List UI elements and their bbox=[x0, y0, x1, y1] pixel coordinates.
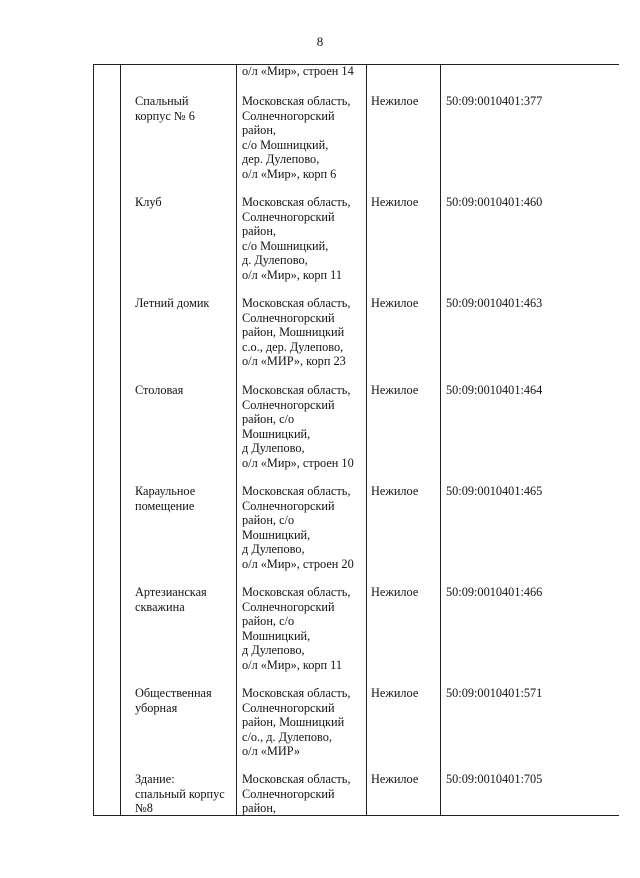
column-divider bbox=[236, 64, 237, 816]
row-address: Московская область, Солнечногорский район, с/о Мошницкий, д Дулепово, о/л «Мир», строен 10 bbox=[242, 383, 354, 470]
row-name: Здание: спальный корпус №8 bbox=[135, 772, 225, 816]
row-name: Артезианская скважина bbox=[135, 585, 207, 614]
row-type: Нежилое bbox=[371, 585, 419, 599]
row-address: Московская область, Солнечногорский район, Мошницкий с/о., д. Дулепово, о/л «МИР» bbox=[242, 686, 351, 759]
row-type: Нежилое bbox=[371, 772, 419, 786]
row-cadastral: 50:09:0010401:705 bbox=[446, 772, 543, 786]
row-type: Нежилое bbox=[371, 195, 419, 209]
row-address: Московская область, Солнечногорский район, bbox=[242, 772, 351, 816]
row-cadastral: 50:09:0010401:377 bbox=[446, 94, 543, 108]
row-type: Нежилое bbox=[371, 94, 419, 108]
row-address: Московская область, Солнечногорский район, с/о Мошницкий, д Дулепово, о/л «Мир», строен 20 bbox=[242, 484, 354, 571]
row-cadastral: 50:09:0010401:460 bbox=[446, 195, 543, 209]
row-type: Нежилое bbox=[371, 383, 419, 397]
row-name: Летний домик bbox=[135, 296, 210, 310]
row-cadastral: 50:09:0010401:571 bbox=[446, 686, 543, 700]
column-divider bbox=[440, 64, 441, 816]
row-name: Спальный корпус № 6 bbox=[135, 94, 195, 123]
row-cadastral: 50:09:0010401:463 bbox=[446, 296, 543, 310]
row-address: Московская область, Солнечногорский район, с/о Мошницкий, д Дулепово, о/л «Мир», корп 11 bbox=[242, 585, 351, 672]
page-number: 8 bbox=[316, 34, 324, 49]
row-cadastral: 50:09:0010401:464 bbox=[446, 383, 543, 397]
row-name: Караульное помещение bbox=[135, 484, 196, 513]
top-fragment-address: о/л «Мир», строен 14 bbox=[242, 64, 354, 78]
row-name: Столовая bbox=[135, 383, 184, 397]
row-type: Нежилое bbox=[371, 686, 419, 700]
row-cadastral: 50:09:0010401:466 bbox=[446, 585, 543, 599]
row-name: Общественная уборная bbox=[135, 686, 212, 715]
row-name: Клуб bbox=[135, 195, 162, 209]
row-type: Нежилое bbox=[371, 296, 419, 310]
row-address: Московская область, Солнечногорский район, с/о Мошницкий, д. Дулепово, о/л «Мир», корп 11 bbox=[242, 195, 351, 282]
column-divider bbox=[120, 64, 121, 816]
column-divider bbox=[366, 64, 367, 816]
row-address: Московская область, Солнечногорский район, с/о Мошницкий, дер. Дулепово, о/л «Мир», корп 6 bbox=[242, 94, 351, 181]
row-cadastral: 50:09:0010401:465 bbox=[446, 484, 543, 498]
row-type: Нежилое bbox=[371, 484, 419, 498]
row-address: Московская область, Солнечногорский район, Мошницкий с.о., дер. Дулепово, о/л «МИР», корп 23 bbox=[242, 296, 351, 369]
